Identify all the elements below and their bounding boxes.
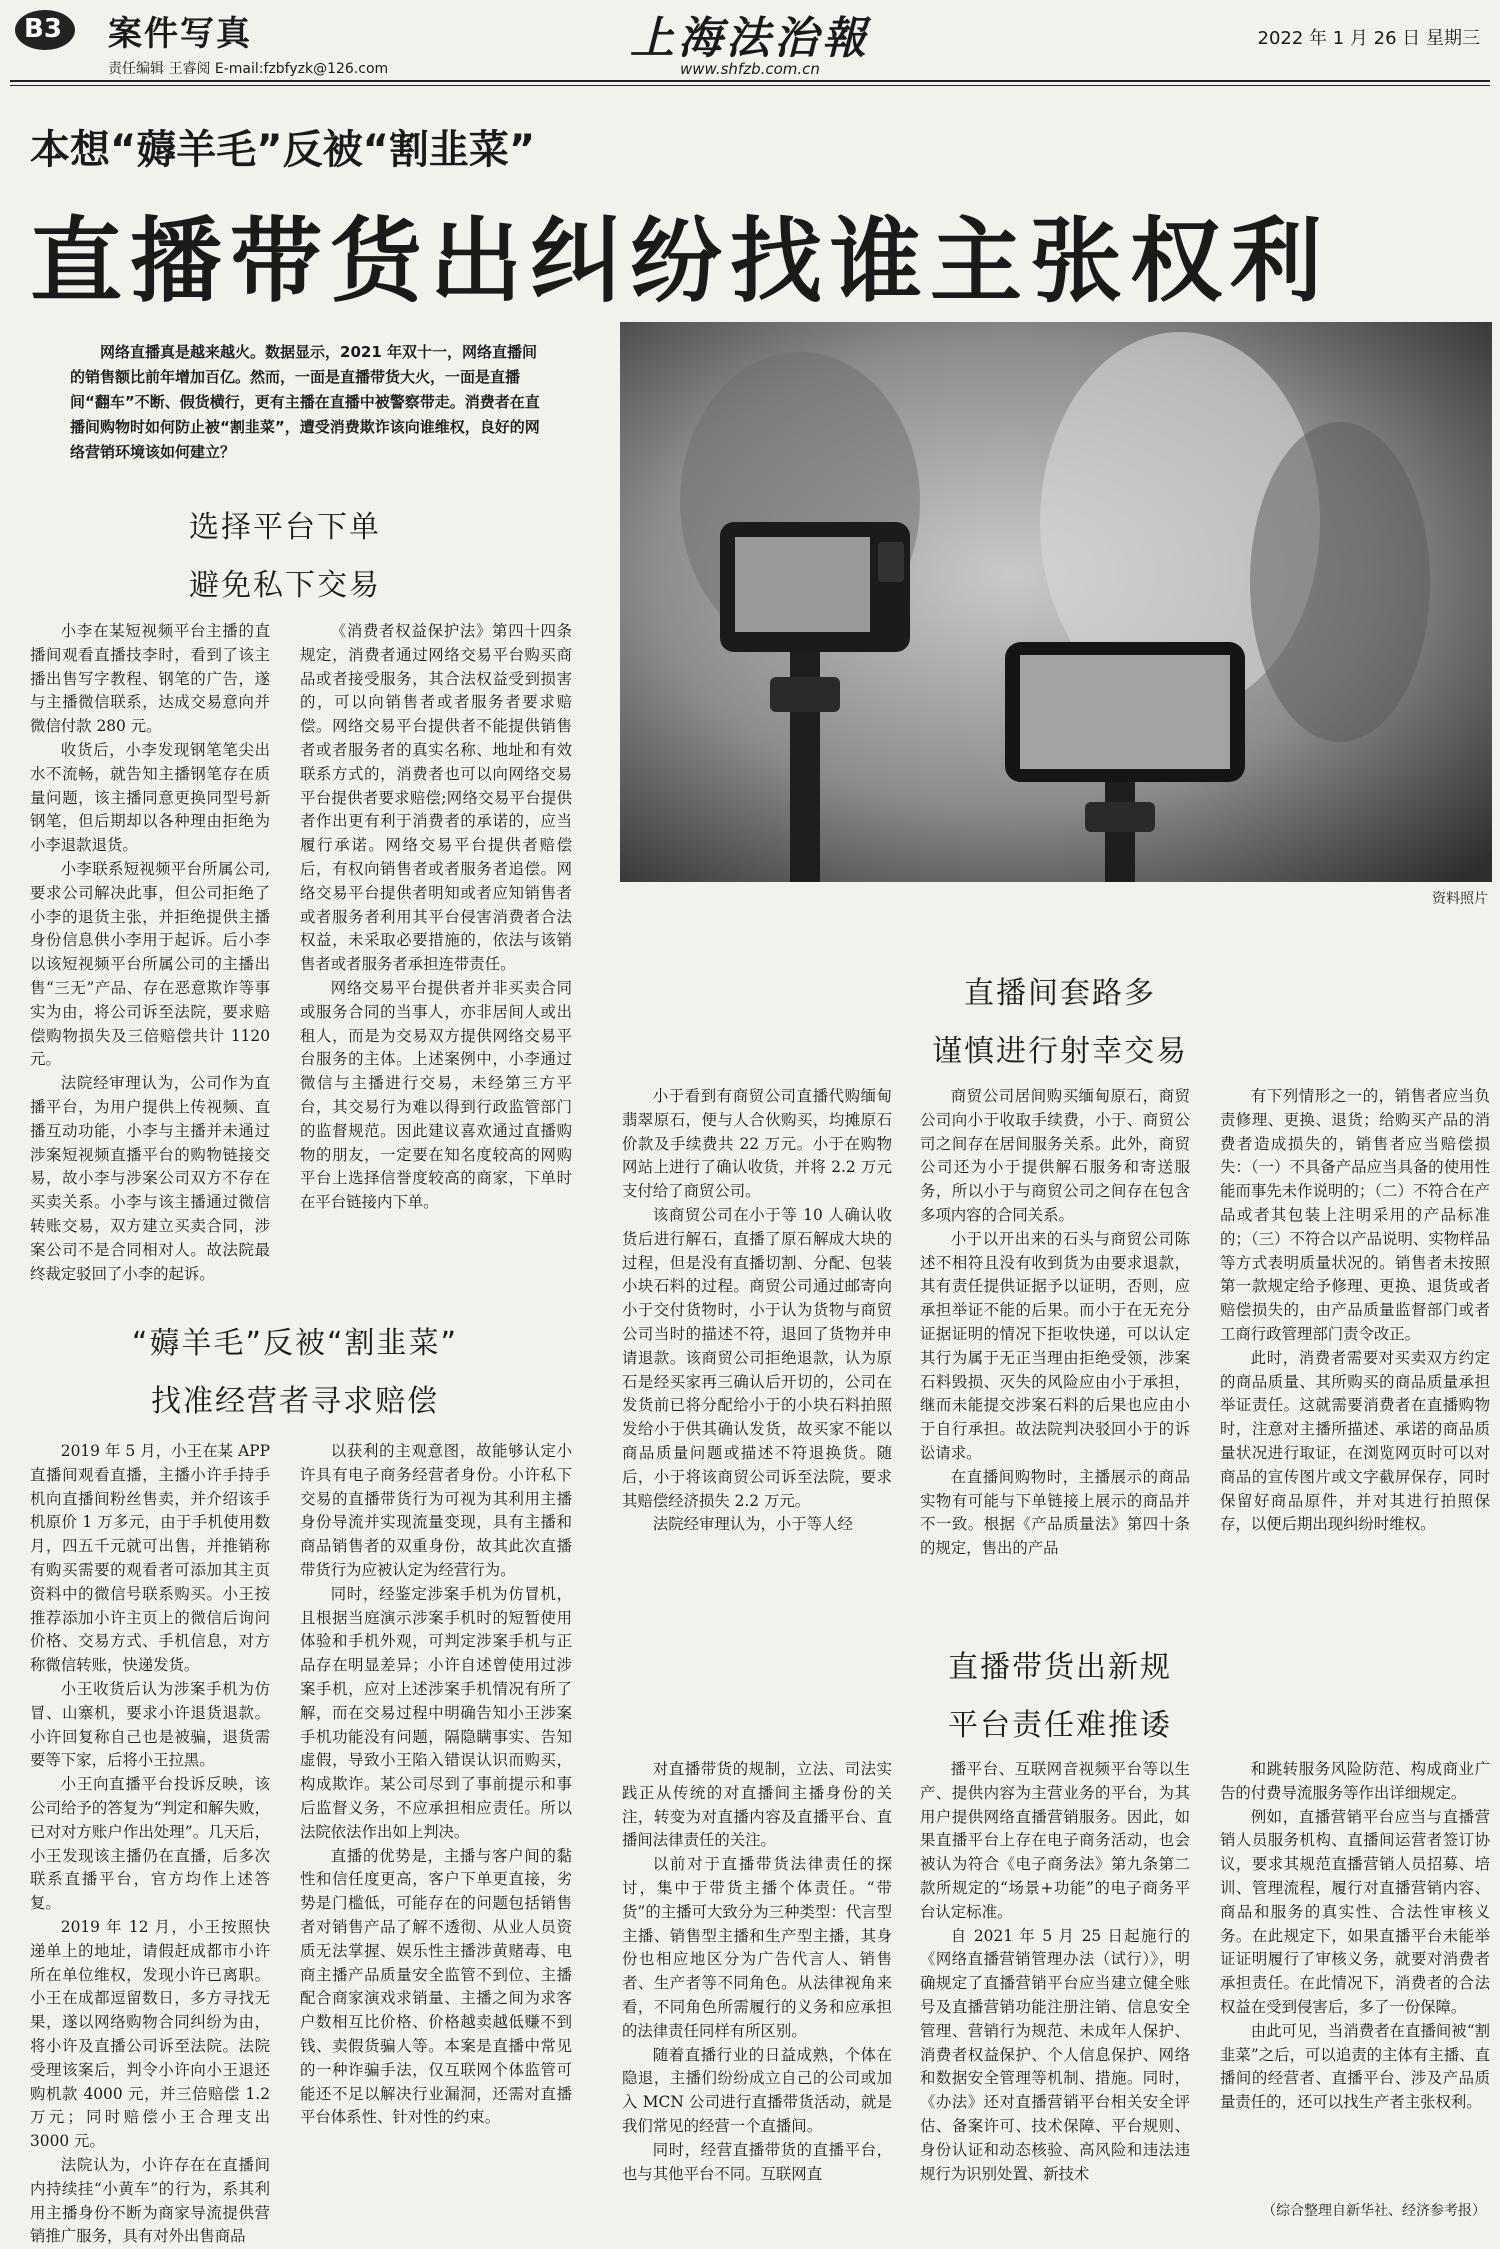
paragraph: 对直播带货的规制，立法、司法实践正从传统的对直播间主播身份的关注，转变为对直播内容及直播平台、直播间法律责任的关注。 bbox=[622, 1760, 892, 1850]
paragraph: 小李联系短视频平台所属公司,要求公司解决此事，但公司拒绝了小李的退货主张，并拒绝提供主播身份信息供小李用于起诉。后小李以该短视频平台所属公司的主播出售“三无”产品、存在恶意欺诈等事实为由，将公司诉至法院，要求赔偿购物损失及三倍赔偿共计 1120 元。 bbox=[30, 859, 270, 1069]
page-number: B3 bbox=[24, 14, 62, 44]
article-headline: 直播带货出纠纷找谁主张权利 bbox=[30, 208, 1331, 315]
paragraph: 小于以开出来的石头与商贸公司陈述不相符且没有收到货为由要求退款，其有责任提供证据予以证明，否则，应承担举证不能的后果。而小于在无充分证据证明的情况下拒收快递，可以认定其行为属于无正当理由拒绝受领，涉案石料毁损、灭失的风险应由小于承担，继而未能提交涉案石料的后果也应由小于自行承担。故法院判决驳回小于的诉讼请求。 bbox=[920, 1229, 1190, 1462]
paragraph: 该商贸公司在小于等 10 人确认收货后进行解石，直播了原石解成大块的过程，但是没有直播切割、分配、包装小块石料的过程。商贸公司通过邮寄向小于交付货物时，小于认为货物与商贸公司当时的描述不符，退回了货物并申请退款。该商贸公司拒绝退款，认为原石是经买家再三确认后开切的，公司在发货前已将分配给小于的小块石料拍照发给小于供其确认发货，故买家不能以商品质量问题或描述不符退换货。随后，小于将该商贸公司诉至法院，要求其赔偿经济损失 2.2 万元。 bbox=[622, 1205, 892, 1510]
paragraph: 此时，消费者需要对买卖双方约定的商品质量、其所购买的商品质量承担举证责任。这就需要消费者在直播购物时，注意对主播所描述、承诺的商品质量状况进行取证，在浏览网页时可以对商品的宣传图片或文字截屏保存，同时保留好商品原件，并对其进行拍照保存，以便后期出现纠纷时维权。 bbox=[1220, 1348, 1490, 1534]
column-title: 案件写真 bbox=[108, 14, 252, 54]
paragraph: 小于看到有商贸公司直播代购缅甸翡翠原石，便与人合伙购买，均摊原石价款及手续费共 22 万元。小于在购物网站上进行了确认收货，并将 2.2 万元支付给了商贸公司。 bbox=[622, 1087, 892, 1201]
paragraph: 收货后，小李发现钢笔笔尖出水不流畅，就告知主播钢笔存在质量问题，该主播同意更换同型号新钢笔，但后期却以各种理由拒绝为小李退款退货。 bbox=[30, 740, 270, 855]
section-3-column-1 bbox=[622, 1085, 892, 1665]
article-photo bbox=[620, 322, 1492, 882]
section-4-title-2: 平台责任难推诿 bbox=[948, 1708, 1172, 1743]
article-lead: 网络直播真是越来越火。数据显示，2021 年双十一，网络直播间的销售额比前年增加百亿。然而，一面是直播带货大火，一面是直播间“翻车”不断、假货横行，更有主播在直播中被警察带走。消费者在直播间购物时如何防止被“割韭菜”，遭受消费欺诈该向谁维权，良好的网络营销环境该如何建立？ bbox=[70, 343, 540, 461]
source-footnote: （综合整理自新华社、经济参考报） bbox=[1262, 2203, 1486, 2219]
paragraph: 播平台、互联网音视频平台等以生产、提供内容为主营业务的平台，为其用户提供网络直播营销服务。因此，如果直播平台上存在电子商务活动，也会被认为符合《电子商务法》第九条第二款所规定的“场景+功能”的电子商务平台认定标准。 bbox=[920, 1760, 1190, 1921]
paragraph: 以获利的主观意图，故能够认定小许具有电子商务经营者身份。小许私下交易的直播带货行为可视为其利用主播身份导流并实现流量变现，具有主播和商品销售者的双重身份，故其此次直播带货行为应被认定为经营行为。 bbox=[300, 1442, 572, 1579]
paragraph: 直播的优势是，主播与客户间的黏性和信任度更高，客户下单更直接，劣势是门槛低，可能存在的问题包括销售者对销售产品了解不透彻、从业人员资质无法掌握、娱乐性主播涉黄赌毒、电商主播产品质量安全监管不到位、主播配合商家演戏求销量、主播之间为求客户数相互比价格、价格越卖越低赚不到钱、卖假货骗人等。本案是直播中常见的一种诈骗手法，仅互联网个体监管可能还不足以解决行业漏洞，还需对直播平台体系性、针对性的约束。 bbox=[300, 1846, 572, 2127]
paragraph: 2019 年 12 月，小王按照快递单上的地址，请假赶成都市小许所在单位维权，发现小许已离职。小王在成都逗留数日，多方寻找无果，遂以网络购物合同纠纷为由，将小许及直播公司诉至法院。法院受理该案后，判令小许向小王退还购机款 4000 元，并三倍赔偿 1.2 万元；同时赔偿小王合理支出 3000 元。 bbox=[30, 1917, 270, 2151]
section-4-title-1: 直播带货出新规 bbox=[948, 1650, 1172, 1685]
section-3-title-2: 谨慎进行射幸交易 bbox=[932, 1034, 1188, 1069]
article-kicker: 本想“薅羊毛”反被“割韭菜” bbox=[30, 127, 536, 173]
paragraph: 法院认为，小许存在在直播间内持续挂“小黄车”的行为，系其利用主播身份不断为商家导流提供营销推广服务，具有对外出售商品 bbox=[30, 2155, 270, 2246]
section-2-column-2 bbox=[300, 1440, 572, 2220]
header-divider-thin bbox=[10, 85, 1490, 86]
paragraph: 和跳转服务风险防范、构成商业广告的付费导流服务等作出详细规定。 bbox=[1220, 1760, 1490, 1802]
section-3-column-2 bbox=[920, 1085, 1190, 1665]
paragraph: 有下列情形之一的，销售者应当负责修理、更换、退货；给购买产品的消费者造成损失的，销售者应当赔偿损失：（一）不具备产品应当具备的使用性能而事先未作说明的；（二）不符合在产品或者其包装上注明采用的产品标准的；（三）不符合以产品说明、实物样品等方式表明质量状况的。销售者未按照第一款规定给予修理、更换、退货或者赔偿损失的，由产品质量监督部门或者工商行政管理部门责令改正。 bbox=[1220, 1087, 1490, 1343]
paragraph: 2019 年 5 月，小王在某 APP 直播间观看直播，主播小许手持手机向直播间粉丝售卖，并介绍该手机原价 1 万多元，由于手机使用数月，四五千元就可出售，并推销称有购买需要的观看者可添加其主页资料中的微信号联系购买。小王按推荐添加小许主页上的微信后询问价格、交易方式、手机信息，对方称微信转账，快递发货。 bbox=[30, 1442, 270, 1675]
section-3-column-3 bbox=[1220, 1085, 1490, 1675]
section-3-title-1: 直播间套路多 bbox=[964, 976, 1156, 1011]
paragraph: 小王收货后认为涉案手机为仿冒、山寨机，要求小许退货退款。小许回复称自己也是被骗，退货需要等下家，后将小王拉黑。 bbox=[30, 1679, 270, 1770]
paragraph: 例如，直播营销平台应当与直播营销人员服务机构、直播间运营者签订协议，要求其规范直播营销人员招募、培训、管理流程，履行对直播营销内容、商品和服务的真实性、合法性审核义务。在此规定下，如果直播平台未能举证证明履行了审核义务，就要对消费者承担责任。在此情况下，消费者的合法权益在受到侵害后，多了一份保障。 bbox=[1220, 1807, 1490, 2016]
paragraph: 同时，经营直播带货的直播平台，也与其他平台不同。互联网直 bbox=[622, 2140, 892, 2183]
paragraph: 同时，经鉴定涉案手机为仿冒机，且根据当庭演示涉案手机时的短暂使用体验和手机外观，可判定涉案手机与正品存在明显差异；小许自述曾使用过涉案手机，应对上述涉案手机情况有所了解，而在交易过程中明确告知小王涉案手机功能没有问题，隔隐瞒事实、告知虚假，导致小王陷入错误认识而购买，构成欺诈。某公司尽到了事前提示和事后监督义务，不应承担相应责任。所以法院依法作出如上判决。 bbox=[300, 1584, 572, 1841]
issue-date: 2022 年 1 月 26 日 星期三 bbox=[1257, 28, 1480, 49]
paragraph: 自 2021 年 5 月 25 日起施行的《网络直播营销管理办法（试行）》，明确规定了直播营销平台应当建立健全账号及直播营销功能注册注销、信息安全管理、营销行为规范、未成年人保护、消费者权益保护、个人信息保护、网络和数据安全管理等机制、措施。同时，《办法》还对直播营销平台相关安全评估、备案许可、技术保障、平台规则、身份认证和动态核验、高风险和违法违规行为识别处置、新技术 bbox=[920, 1926, 1190, 2183]
section-4-column-1 bbox=[622, 1758, 892, 2218]
section-4-column-2 bbox=[920, 1758, 1190, 2218]
editor-line: 责任编辑 王睿阅 E-mail:fzbfyzk@126.com bbox=[108, 61, 389, 77]
paragraph: 《消费者权益保护法》第四十四条规定，消费者通过网络交易平台购买商品或者接受服务，其合法权益受到损害的，可以向销售者或者服务者要求赔偿。网络交易平台提供者不能提供销售者或者服务者的真实名称、地址和有效联系方式的，消费者也可以向网络交易平台提供者要求赔偿;网络交易平台提供者作出更有利于消费者的承诺的，应当履行承诺。网络交易平台提供者赔偿后，有权向销售者或者服务者追偿。网络交易平台提供者明知或者应知销售者或者服务者利用其平台侵害消费者合法权益，未采取必要措施的，依法与该销售者或者服务者承担连带责任。 bbox=[300, 622, 572, 974]
section-2-title-1: “薅羊毛”反被“割韭菜” bbox=[131, 1326, 459, 1361]
paragraph: 小李在某短视频平台主播的直播间观看直播技李时，看到了该主播出售写字教程、钢笔的广告，遂与主播微信联系，达成交易意向并微信付款 280 元。 bbox=[30, 622, 270, 736]
paragraph: 在直播间购物时，主播展示的商品实物有可能与下单链接上展示的商品并不一致。根据《产品质量法》第四十条的规定，售出的产品 bbox=[920, 1467, 1190, 1558]
section-2-column-1 bbox=[30, 1440, 270, 2246]
header-divider bbox=[10, 80, 1490, 82]
paragraph: 法院经审理认为，公司作为直播平台，为用户提供上传视频、直播互动功能，小李与主播并未通过涉案短视频直播平台的购物链接交易，故小李与涉案公司双方不存在买卖关系。小李与该主播通过微信转账交易，双方建立买卖合同，涉案公司不是合同相对人。故法院最终裁定驳回了小李的起诉。 bbox=[30, 1074, 270, 1283]
page-badge bbox=[14, 8, 76, 52]
paragraph: 由此可见，当消费者在直播间被“割韭菜”之后，可以追责的主体有主播、直播间的经营者、直播平台、涉及产品质量责任的，还可以找生产者主张权利。 bbox=[1220, 2021, 1490, 2112]
paragraph: 商贸公司居间购买缅甸原石，商贸公司向小于收取手续费，小于、商贸公司之间存在居间服务关系。此外，商贸公司还为小于提供解石服务和寄送服务，所以小于与商贸公司之间存在包含多项内容的合同关系。 bbox=[920, 1087, 1190, 1224]
section-1-title-1: 选择平台下单 bbox=[189, 510, 381, 545]
paragraph: 法院经审理认为，小于等人经 bbox=[652, 1515, 853, 1534]
paragraph: 小王向直播平台投诉反映，该公司给予的答复为“判定和解失败，已对对方账户作出处理”。几天后，小王发现该主播仍在直播，后多次联系直播平台，官方均作上述答复。 bbox=[30, 1775, 270, 1913]
section-2-title-2: 找准经营者寻求赔偿 bbox=[151, 1384, 439, 1419]
paragraph: 以前对于直播带货法律责任的探讨，集中于带货主播个体责任。“带货”的主播可大致分为三种类型：代言型主播、销售型主播和生产型主播，其身份也相应地区分为广告代言人、销售者、生产者等不同角色。从法律视角来看，不同角色所需履行的义务和应承担的法律责任同样有所区别。 bbox=[622, 1855, 892, 2040]
section-1-column-2 bbox=[300, 620, 572, 1420]
website-url: www.shfzb.com.cn bbox=[680, 60, 820, 78]
section-4-column-3 bbox=[1220, 1758, 1490, 2198]
paragraph: 网络交易平台提供者并非买卖合同或服务合同的当事人，亦非居间人或出租人，而是为交易双方提供网络交易平台服务的主体。上述案例中，小李通过微信与主播进行交易，未经第三方平台，其交易行为难以得到行政监管部门的监督规范。因此建议喜欢通过直播购物的朋友，一定要在知名度较高的网购平台上选择信誉度较高的商家，下单时在平台链接内下单。 bbox=[300, 978, 572, 1212]
section-1-title-2: 避免私下交易 bbox=[189, 568, 381, 603]
section-1-column-1 bbox=[30, 620, 270, 1420]
paragraph: 随着直播行业的日益成熟，个体在隐退，主播们纷纷成立自己的公司或加入 MCN 公司进行直播带货活动，就是我们常见的经营一个直播间。 bbox=[622, 2045, 892, 2135]
photo-caption: 资料照片 bbox=[1432, 891, 1488, 907]
masthead-logo: 上海法治報 bbox=[630, 13, 870, 64]
